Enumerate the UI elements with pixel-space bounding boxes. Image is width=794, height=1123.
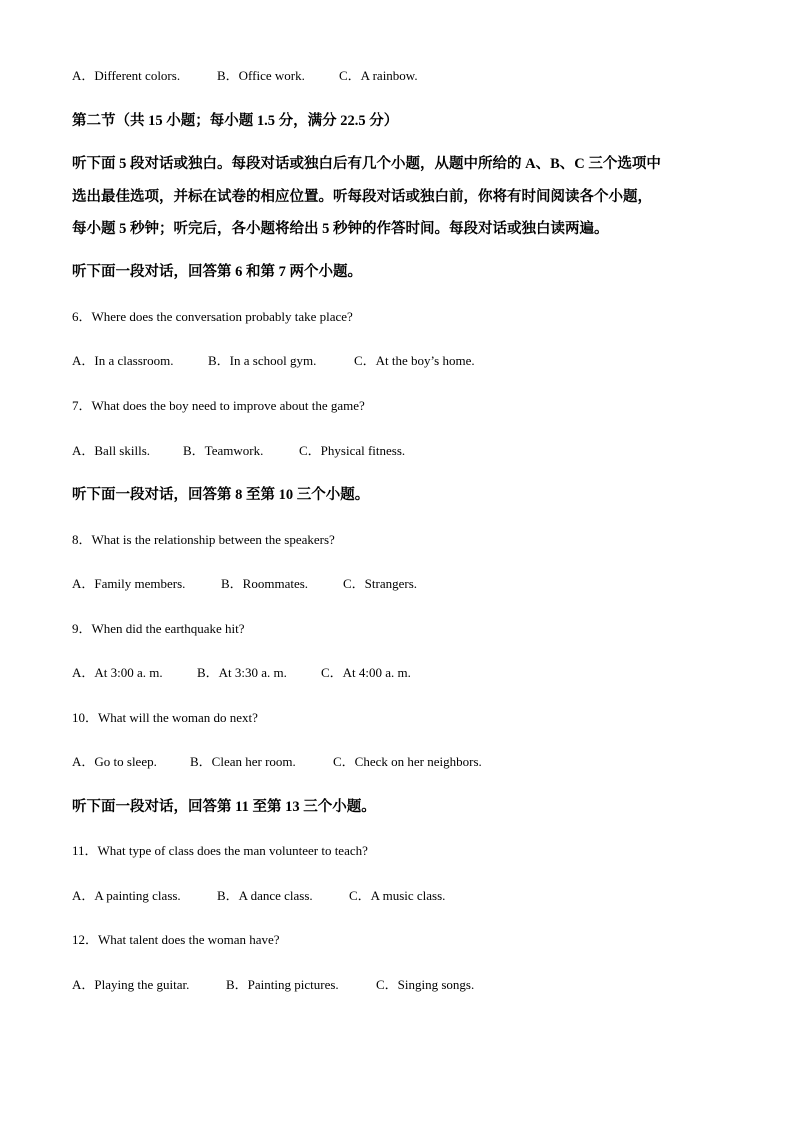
q12-option-b: B．Painting pictures. xyxy=(226,977,339,992)
q7-options xyxy=(72,443,406,459)
q5-option-b: B．Office work. xyxy=(217,68,305,83)
q11-option-c: C．A music class. xyxy=(349,888,446,903)
section2-heading: 第二节（共 15 小题；每小题 1.5 分，满分 22.5 分） xyxy=(72,113,399,129)
q12-stem: 12．What talent does the woman have? xyxy=(72,932,280,947)
q10-option-a: A．Go to sleep. xyxy=(72,754,157,769)
q9-option-b: B．At 3:30 a. m. xyxy=(197,665,287,680)
q9-option-a: A．At 3:00 a. m. xyxy=(72,665,163,680)
instructions-line-3: 每小题 5 秒钟；听完后，各小题将给出 5 秒钟的作答时间。每段对话或独白读两遍。 xyxy=(72,221,609,237)
q8-options xyxy=(72,576,418,592)
q7-option-b: B．Teamwork. xyxy=(183,443,264,458)
instructions-line-1: 听下面 5 段对话或独白。每段对话或独白后有几个小题，从题中所给的 A、B、C 三个选项中 xyxy=(72,156,661,172)
q11-option-a: A．A painting class. xyxy=(72,888,181,903)
q12-option-a: A．Playing the guitar. xyxy=(72,977,190,992)
q11-options xyxy=(72,888,446,904)
q5-option-c: C．A rainbow. xyxy=(339,68,418,83)
q12-options xyxy=(72,977,475,993)
q9-stem: 9．When did the earthquake hit? xyxy=(72,621,245,636)
q11-option-b: B．A dance class. xyxy=(217,888,313,903)
q10-options xyxy=(72,754,482,770)
q6-option-c: C．At the boy’s home. xyxy=(354,353,475,368)
group3-heading: 听下面一段对话，回答第 11 至第 13 三个小题。 xyxy=(72,799,376,815)
q8-option-c: C．Strangers. xyxy=(343,576,418,591)
q7-stem: 7．What does the boy need to improve about the game? xyxy=(72,398,365,413)
q9-options xyxy=(72,665,411,681)
group1-heading: 听下面一段对话，回答第 6 和第 7 两个小题。 xyxy=(72,264,362,280)
q5-options xyxy=(72,68,418,84)
q8-option-a: A．Family members. xyxy=(72,576,186,591)
q6-options xyxy=(72,353,475,369)
q10-stem: 10．What will the woman do next? xyxy=(72,710,258,725)
group2-heading: 听下面一段对话，回答第 8 至第 10 三个小题。 xyxy=(72,487,370,503)
q5-option-a: A．Different colors. xyxy=(72,68,181,83)
q11-stem: 11．What type of class does the man volunteer to teach? xyxy=(72,843,368,858)
instructions-line-2: 选出最佳选项，并标在试卷的相应位置。听每段对话或独白前，你将有时间阅读各个小题， xyxy=(72,189,652,205)
q8-option-b: B．Roommates. xyxy=(221,576,309,591)
q10-option-c: C．Check on her neighbors. xyxy=(333,754,482,769)
q7-option-a: A．Ball skills. xyxy=(72,443,151,458)
q8-stem: 8．What is the relationship between the speakers? xyxy=(72,532,335,547)
q9-option-c: C．At 4:00 a. m. xyxy=(321,665,411,680)
q6-option-b: B．In a school gym. xyxy=(208,353,317,368)
q10-option-b: B．Clean her room. xyxy=(190,754,296,769)
q6-option-a: A．In a classroom. xyxy=(72,353,174,368)
q12-option-c: C．Singing songs. xyxy=(376,977,475,992)
q7-option-c: C．Physical fitness. xyxy=(299,443,406,458)
q6-stem: 6．Where does the conversation probably take place? xyxy=(72,309,353,324)
